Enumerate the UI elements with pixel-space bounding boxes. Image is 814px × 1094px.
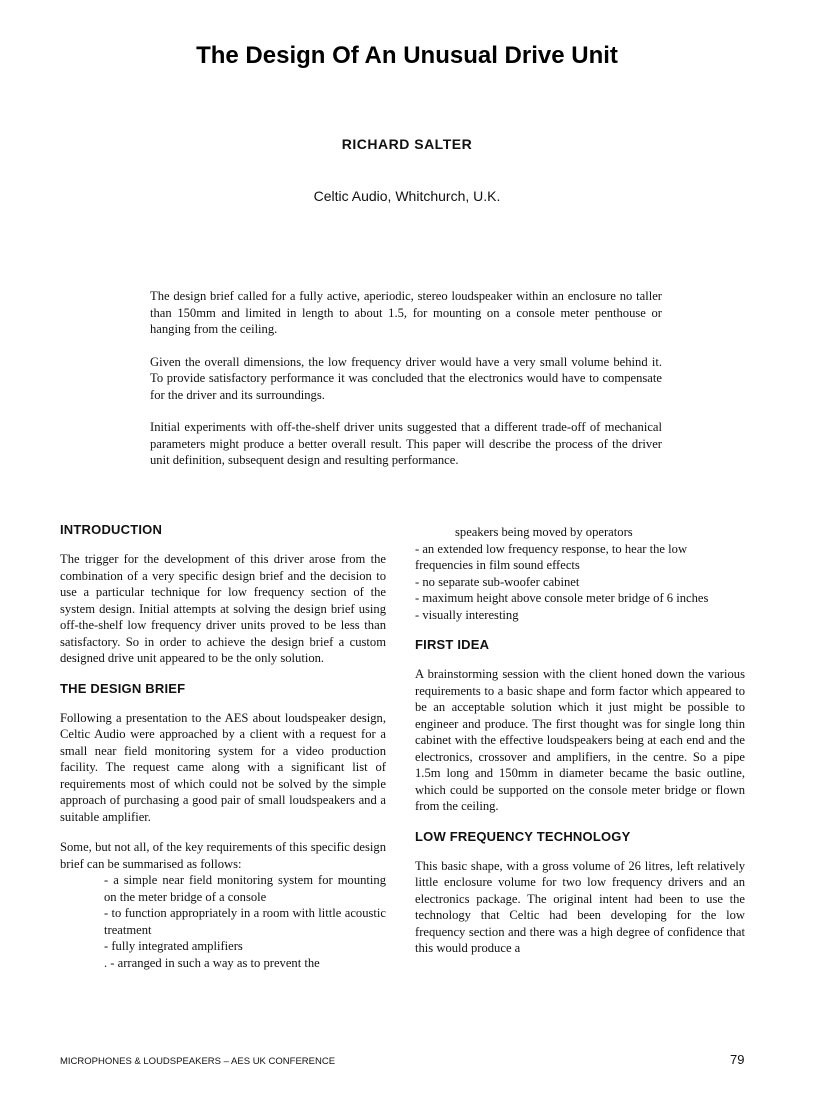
- list-item: - no separate sub-woofer cabinet: [415, 574, 580, 589]
- abstract-paragraph: The design brief called for a fully active, aperiodic, stereo loudspeaker within an enclosure no taller than 150mm and limited in length to about 1.5, for mounting on a console meter penthouse or hanging from the ceiling.: [150, 289, 662, 336]
- section-heading-design-brief: THE DESIGN BRIEF: [60, 680, 186, 696]
- low-frequency-text: This basic shape, with a gross volume of 26 litres, left relatively little enclosure volume for two low frequency drivers and an electronics package. The original intent had been to use the technology that Celtic had been developing for the low frequency section and there was a high degree of confidence that this would produce a: [415, 858, 745, 955]
- page-number: 79: [730, 1052, 745, 1067]
- left-column: [60, 522, 386, 985]
- footer-conference: MICROPHONES & LOUDSPEAKERS – AES UK CONFERENCE: [60, 1056, 336, 1067]
- paper-title: The Design Of An Unusual Drive Unit: [196, 42, 618, 69]
- section-heading-introduction: INTRODUCTION: [60, 522, 163, 537]
- list-item: - a simple near field monitoring system for mounting on the meter bridge of a console: [104, 873, 386, 904]
- list-item: - maximum height above console meter bridge of 6 inches: [415, 591, 709, 605]
- list-item: - an extended low frequency response, to hear the low frequencies in film sound effects: [415, 541, 688, 572]
- design-brief-text: Following a presentation to the AES about loudspeaker design, Celtic Audio were approached by a client with a request for a small near field monitoring system for a video production facility. The request came along with a significant list of requirements most of which could not be solved by the simple approach of purchasing a good pair of small loudspeakers and a suitable amplifier.: [60, 710, 386, 824]
- author-name: RICHARD SALTER: [341, 136, 473, 152]
- requirements-intro-text: Some, but not all, of the key requirements of this specific design brief can be summarised as follows:: [60, 840, 386, 871]
- list-item: - visually interesting: [415, 607, 519, 622]
- requirements-list: [60, 872, 386, 971]
- section-heading-first-idea: FIRST IDEA: [415, 637, 490, 652]
- first-idea-text: A brainstorming session with the client honed down the various requirements to a basic shape and form factor which appeared to be an acceptable solution which it just might be possible to engineer and produce. The first thought was for single long thin cabinet with the effective loudspeakers being at each end and the electronics, crossover and amplifiers, in the centre. So a pipe 1.5m long and 150mm in diameter became the basic outline, which could be supported on the console meter bridge or flown from the ceiling.: [415, 667, 745, 813]
- list-item: speakers being moved by operators: [455, 525, 633, 539]
- requirements-list-continued: [415, 524, 745, 623]
- right-column: [415, 524, 745, 971]
- abstract: [150, 288, 662, 485]
- abstract-paragraph: Initial experiments with off-the-shelf driver units suggested that a different trade-off of mechanical parameters might produce a better overall result. This paper will describe the process of the driver unit definition, subsequent design and resulting performance.: [150, 420, 662, 467]
- list-item: - to function appropriately in a room with little acoustic treatment: [104, 906, 386, 937]
- introduction-text: The trigger for the development of this driver arose from the combination of a very specific design brief and the decision to use a particular technique for low frequency section of the system design. Initial attempts at solving the design brief using off-the-shelf low frequency driver units proved to be less than satisfactory. So in order to achieve the design brief a custom designed drive unit appeared to be the only solution.: [60, 552, 386, 665]
- abstract-paragraph: Given the overall dimensions, the low frequency driver would have a very small volume behind it. To provide satisfactory performance it was concluded that the electronics would have to compensate for the driver and its surroundings.: [150, 354, 662, 402]
- section-heading-low-frequency-technology: LOW FREQUENCY TECHNOLOGY: [415, 828, 631, 844]
- list-item: . - arranged in such a way as to prevent the: [104, 955, 320, 970]
- author-affiliation: Celtic Audio, Whitchurch, U.K.: [313, 188, 501, 204]
- list-item: - fully integrated amplifiers: [104, 939, 243, 953]
